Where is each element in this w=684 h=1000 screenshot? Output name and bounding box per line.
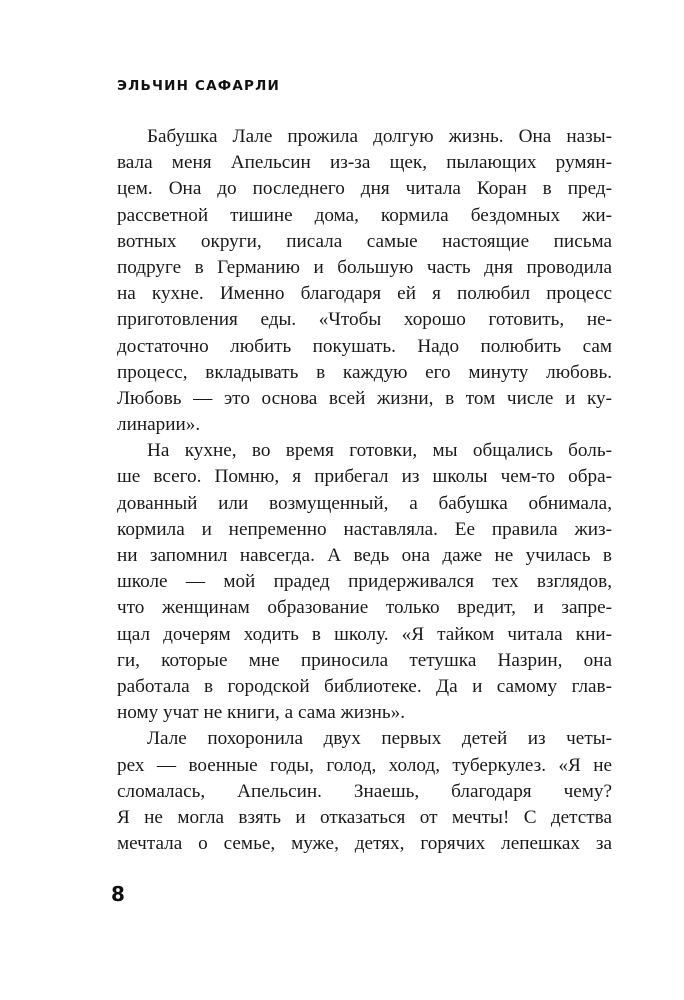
page-number: 8 <box>111 882 125 906</box>
text-line: школе — мой прадед придерживался тех взглядов, <box>117 571 612 593</box>
text-line: рех — военные годы, голод, холод, туберкулез. «Я не <box>117 754 612 776</box>
text-line: Я не могла взять и отказаться от мечты! С детства <box>117 806 612 828</box>
text-line: процесс, вкладывать в каждую его минуту любовь. <box>117 361 612 383</box>
text-line: кормила и непременно наставляла. Ее правила жиз- <box>117 518 612 540</box>
text-line: дованный или возмущенный, а бабушка обнимала, <box>117 492 612 514</box>
text-line: ному учат не книги, а сама жизнь». <box>117 702 406 724</box>
text-line: ни запомнил навсегда. А ведь она даже не училась в <box>117 545 612 566</box>
text-line: Лале похоронила двух первых детей из четы- <box>147 728 612 750</box>
text-line: вотных округи, писала самые настоящие письма <box>117 230 612 252</box>
text-line: Любовь — это основа всей жизни, в том числе и ку- <box>117 387 612 409</box>
text-line: что женщинам образование только вредит, и запре- <box>117 597 612 619</box>
text-line: работала в городской библиотеке. Да и самому глав- <box>117 675 612 697</box>
text-line: вала меня Апельсин из-за щек, пылающих румян- <box>117 152 612 174</box>
text-line: На кухне, во время готовки, мы общались боль- <box>147 440 612 462</box>
body-text <box>117 124 612 857</box>
text-line: цем. Она до последнего дня читала Коран в пред- <box>117 178 612 200</box>
text-line: сломалась, Апельсин. Знаешь, благодаря чему? <box>117 780 612 802</box>
text-line: на кухне. Именно благодаря ей я полюбил процесс <box>117 283 612 305</box>
text-line: линарии». <box>117 414 201 436</box>
text-line: Бабушка Лале прожила долгую жизнь. Она назы- <box>147 126 612 147</box>
text-line: ги, которые мне приносила тетушка Назрин, она <box>117 649 612 671</box>
text-line: мечтала о семье, муже, детях, горячих лепешках за <box>117 833 612 855</box>
text-line: рассветной тишине дома, кормила бездомных жи- <box>117 204 612 226</box>
text-line: ше всего. Помню, я прибегал из школы чем-то обра- <box>117 466 612 488</box>
text-line: достаточно любить покушать. Надо полюбить сам <box>117 335 612 357</box>
text-line: подруге в Германию и большую часть дня проводила <box>117 256 612 278</box>
text-line: приготовления еды. «Чтобы хорошо готовить, не- <box>117 309 612 331</box>
running-head-author: ЭЛЬЧИН САФАРЛИ <box>117 78 281 94</box>
text-line: щал дочерям ходить в школу. «Я тайком читала кни- <box>117 623 612 645</box>
